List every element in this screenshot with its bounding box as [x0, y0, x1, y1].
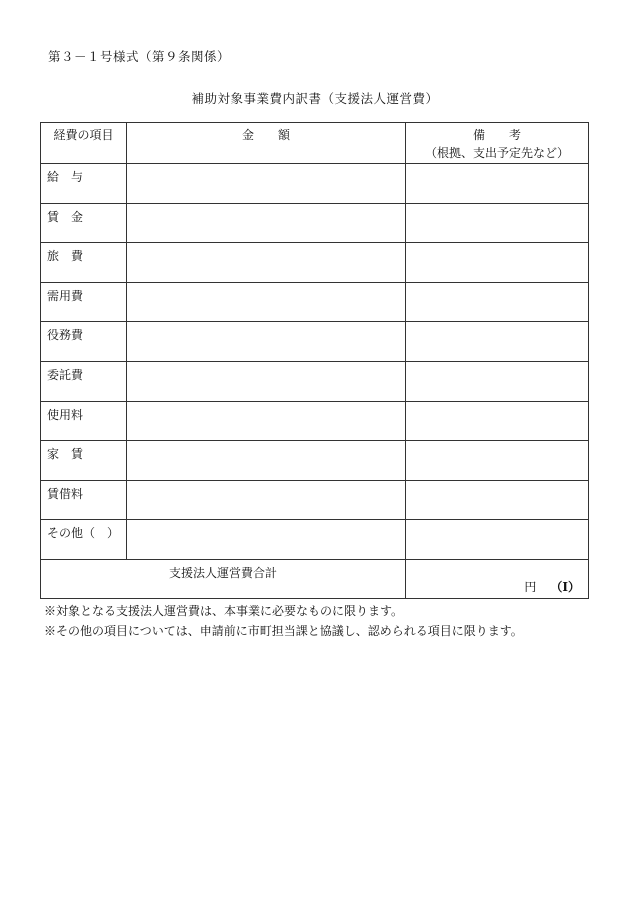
amount-cell[interactable]: [127, 480, 406, 520]
expense-breakdown-table: [40, 122, 589, 599]
header-remarks: [406, 123, 589, 164]
amount-cell[interactable]: [127, 441, 406, 481]
table-row: [41, 164, 589, 204]
row-label: 役務費: [41, 322, 127, 362]
amount-cell[interactable]: [127, 401, 406, 441]
table-row: [41, 480, 589, 520]
document-title: 補助対象事業費内訳書（支援法人運営費）: [191, 91, 439, 106]
remarks-cell[interactable]: [406, 441, 589, 481]
remarks-cell[interactable]: [406, 322, 589, 362]
table-row: [41, 322, 589, 362]
row-label: 旅 費: [41, 243, 127, 283]
amount-cell[interactable]: [127, 520, 406, 560]
row-label: 賃借料: [41, 480, 127, 520]
header-amount: 金 額: [127, 123, 406, 164]
form-number: 第３－１号様式（第９条関係）: [48, 49, 231, 64]
remarks-cell[interactable]: [406, 401, 589, 441]
header-remarks-title: 備 考: [472, 128, 521, 142]
row-label: 給 与: [41, 164, 127, 204]
table-row: [41, 243, 589, 283]
total-row: [41, 559, 589, 598]
header-remarks-subtitle: （根拠、支出予定先など）: [424, 146, 569, 160]
row-label: 委託費: [41, 361, 127, 401]
total-unit: 円: [524, 579, 537, 594]
note-line: ※対象となる支援法人運営費は、本事業に必要なものに限ります。: [44, 604, 404, 618]
row-label: 需用費: [41, 282, 127, 322]
row-label: 賃 金: [41, 203, 127, 243]
amount-cell[interactable]: [127, 361, 406, 401]
note-line: ※その他の項目については、申請前に市町担当課と協議し、認められる項目に限ります。: [44, 624, 523, 638]
remarks-cell[interactable]: [406, 164, 589, 204]
notes: [44, 601, 523, 641]
table-row: [41, 401, 589, 441]
remarks-cell[interactable]: [406, 361, 589, 401]
table-row: [41, 282, 589, 322]
total-mark: （Ⅰ）: [550, 579, 580, 594]
table-row: [41, 520, 589, 560]
remarks-cell[interactable]: [406, 520, 589, 560]
header-item: 経費の項目: [41, 123, 127, 164]
remarks-cell[interactable]: [406, 203, 589, 243]
row-label: 使用料: [41, 401, 127, 441]
remarks-cell[interactable]: [406, 282, 589, 322]
remarks-cell[interactable]: [406, 243, 589, 283]
amount-cell[interactable]: [127, 203, 406, 243]
table-row: [41, 361, 589, 401]
row-label: 家 賃: [41, 441, 127, 481]
amount-cell[interactable]: [127, 164, 406, 204]
amount-cell[interactable]: [127, 322, 406, 362]
row-label: その他（ ）: [41, 520, 127, 560]
total-amount-cell[interactable]: [406, 559, 589, 598]
table-row: [41, 441, 589, 481]
amount-cell[interactable]: [127, 282, 406, 322]
amount-cell[interactable]: [127, 243, 406, 283]
total-label: 支援法人運営費合計: [41, 559, 406, 598]
table-header-row: [41, 123, 589, 164]
table-row: [41, 203, 589, 243]
remarks-cell[interactable]: [406, 480, 589, 520]
